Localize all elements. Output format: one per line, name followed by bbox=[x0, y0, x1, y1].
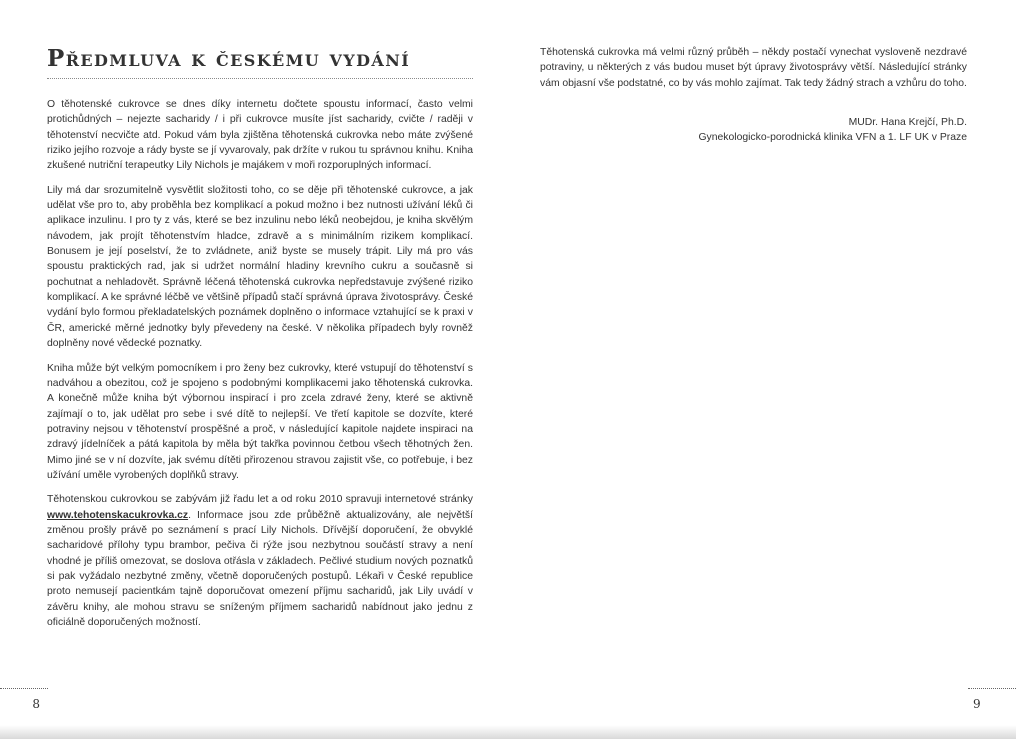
right-paragraph: Těhotenská cukrovka má velmi různý průběh – někdy postačí vynechat vysloveně nezdravé potraviny, u některých z vás budou muset být úpravy životosprávy větší. Následující stránky vám objasní vše podstatné, co by vás mohlo zajímat. Tak tedy žádný strach a vzhůru do toho. bbox=[540, 47, 967, 89]
signature-affiliation: Gynekologicko-porodnická klinika VFN a 1. LF UK v Praze bbox=[698, 132, 967, 144]
paragraph-3: Kniha může být velkým pomocníkem i pro ženy bez cukrovky, které vstupují do těhotenství s nadváhou a obezitou, což je spojeno s podobnými komplikacemi jako těhotenská cukrovka. A konečně může kniha být výbornou inspirací i pro zcela zdravé ženy, které se aktivně zajímají o to, jak udělat pro sebe i své dítě to nejlepší. Ve třetí kapitole se dozvíte, které potraviny nejsou v těhotenství prospěšné a proč, v následující kapitole najdete inspiraci na zdravý jídelníček a pátá kapitola by měla být takřka povinnou četbou všech těhotných žen. Mimo jiné se v ní dozvíte, jak svému dítěti přirozenou stravou zajistit vše, co potřebuje, i bez užívání uměle vyrobených doplňků stravy. bbox=[47, 362, 473, 481]
footer-dotted-rule-left bbox=[0, 688, 48, 689]
signature-block bbox=[540, 115, 967, 146]
page-number-right: 9 bbox=[973, 697, 981, 711]
right-page bbox=[540, 45, 967, 146]
paragraph-1: O těhotenské cukrovce se dnes díky internetu dočtete spoustu informací, často velmi protichůdných – nejezte sacharidy / i při cukrovce musíte jíst sacharidy, cvičte / raději v těhotenství necvičte atd. Pokud vám byla zjištěna těhotenská cukrovka nebo máte zvýšené riziko jejího rozvoje a rády byste se jí vyvarovaly, pak držíte v rukou tu správnou knihu. Kniha zkušené nutriční terapeutky Lily Nichols je majákem v moři rozporuplných informací. bbox=[47, 99, 473, 172]
paragraph-4 bbox=[47, 492, 473, 630]
footer-dotted-rule-right bbox=[968, 688, 1016, 689]
chapter-title: Předmluva k českému vydání bbox=[47, 45, 411, 72]
page-bottom-shadow bbox=[0, 725, 1016, 739]
right-page-footer bbox=[968, 688, 1016, 718]
paragraph-2: Lily má dar srozumitelně vysvětlit složitosti toho, co se děje při těhotenské cukrovce, a jak udělat vše pro to, aby proběhla bez komplikací a pokud možno i bez nutnosti užívání léků či aplikace inzulinu. I pro ty z vás, které se bez inzulinu nebo léků neobejdou, je kniha skvělým návodem, jak projít těhotenstvím hladce, zdravě a s minimálním rizikem komplikací. Bonusem je její poselství, že to zvládnete, aniž byste se musely trápit. Lily má pro vás spoustu praktických rad, jak si udržet normální hladiny krevního cukru a současně si pochutnat a nehladovět. Správně léčená těhotenská cukrovka nepředstavuje zvýšené riziko komplikací. A ke správné léčbě ve většině případů stačí správná úprava životosprávy. České vydání bylo formou překladatelských poznámek doplněno o informace vztahující se k praxi v ČR, americké měrné jednotky byly převedeny na české. V několika případech byly rovněž doplněny nové vědecké poznatky. bbox=[47, 184, 473, 350]
page-number-left: 8 bbox=[32, 697, 40, 711]
title-dotted-rule bbox=[47, 78, 473, 79]
signature-name: MUDr. Hana Krejčí, Ph.D. bbox=[848, 117, 967, 129]
paragraph-4-rest: . Informace jsou zde průběžně aktualizovány, ale největší změnou prošly právě po seznámení s prací Lily Nichols. Dřívější doporučení, že obvyklé sacharidové přílohy typu brambor, pečiva či rýže jsou nezbytnou součástí stravy a není vhodné je příliš omezovat, se doslova otřásla v základech. Pečlivé studium nových poznatků si pak vyžádalo nezbytné změny, včetně doporučených postupů. Lékaři v České republice proto nemusejí pacientkám tajně doporučovat omezení příjmu sacharidů, jak Lily uvádí v závěru knihy, ale mohou stravu se sníženým příjmem sacharidů nabídnout jako jednu z oficiálně doporučených možností. bbox=[47, 509, 473, 628]
left-page-footer bbox=[0, 688, 48, 718]
website-link[interactable]: www.tehotenskacukrovka.cz bbox=[47, 509, 189, 521]
left-page bbox=[47, 44, 473, 639]
paragraph-4-intro: Těhotenskou cukrovkou se zabývám již řadu let a od roku 2010 spravuji internetové stránky bbox=[47, 494, 473, 506]
